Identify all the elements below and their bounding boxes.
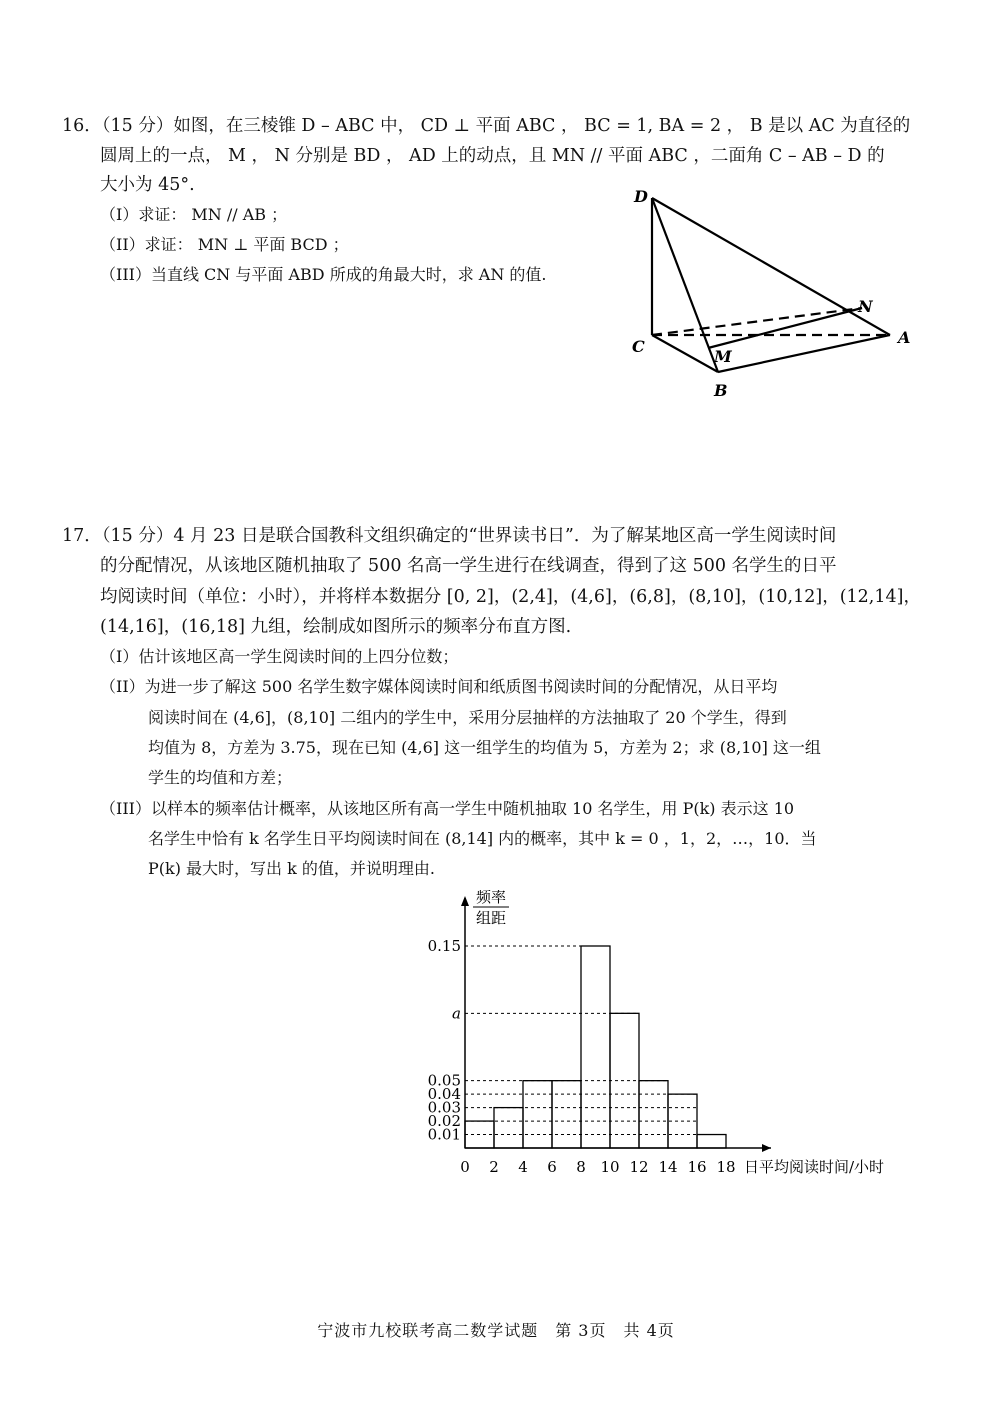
x-tick-label: 4 <box>518 1158 528 1176</box>
y-label-numerator: 频率 <box>475 890 507 906</box>
q17-part-1: （I）估计该地区高一学生阅读时间的上四分位数； <box>100 647 459 666</box>
histogram-bar <box>639 1081 668 1148</box>
q16-part-2: （II）求证： MN ⊥ 平面 BCD ； <box>100 235 349 254</box>
q16-line-2: 圆周上的一点， M ， N 分别是 BD ， AD 上的动点，且 MN // 平面 ABC ，二面角 C – AB – D 的 <box>100 146 885 166</box>
histogram-bar <box>697 1135 726 1148</box>
q17-line-3: 均阅读时间（单位：小时），并将样本数据分 [0, 2]，(2,4]，(4,6]，(6,8]，(8,10]，(10,12]，(12,14]， <box>100 587 921 607</box>
q17-line-1: 17．（15 分）4 月 23 日是联合国教科文组织确定的“世界读书日”．为了解某地区高一学生阅读时间 <box>62 526 837 546</box>
x-tick-label: 2 <box>489 1158 499 1176</box>
x-tick-label: 12 <box>629 1158 649 1176</box>
y-tick-label: 0.01 <box>427 1125 461 1144</box>
x-tick-label: 14 <box>658 1158 678 1176</box>
histogram-bar <box>552 1081 581 1148</box>
q16-line-3: 大小为 45°. <box>100 175 195 195</box>
q17-part-3-line-1: （III）以样本的频率估计概率，从该地区所有高一学生中随机抽取 10 名学生，用 P(k) 表示这 10 <box>100 799 795 818</box>
y-tick-label: a <box>452 1004 461 1023</box>
q17-part-2-line-2: 阅读时间在 (4,6]，(8,10] 二组内的学生中，采用分层抽样的方法抽取了 20 个学生，得到 <box>148 708 787 727</box>
x-tick-label: 16 <box>687 1158 707 1176</box>
x-axis-label: 日平均阅读时间/小时 <box>744 1158 885 1176</box>
q17-line-4: (14,16]，(16,18] 九组，绘制成如图所示的频率分布直方图. <box>100 617 572 637</box>
y-label-denominator: 组距 <box>475 909 507 927</box>
histogram-bar <box>523 1081 552 1148</box>
y-tick-label: 0.15 <box>427 937 461 955</box>
y-tick-label: 0.05 <box>427 1071 461 1090</box>
q16-part-3: （III）当直线 CN 与平面 ABD 所成的角最大时，求 AN 的值. <box>100 265 547 284</box>
pyramid-figure <box>620 180 920 410</box>
x-tick-label: 8 <box>576 1158 586 1176</box>
y-axis-arrow <box>461 896 469 906</box>
y-tick-label: 0.02 <box>427 1112 461 1131</box>
x-tick-label: 18 <box>716 1158 736 1176</box>
q17-part-2-line-4: 学生的均值和方差； <box>148 768 293 787</box>
x-axis-arrow <box>762 1144 771 1152</box>
q17-part-3-line-3: P(k) 最大时，写出 k 的值，并说明理由. <box>148 859 435 878</box>
x-tick-label: 10 <box>600 1158 620 1176</box>
frequency-histogram <box>400 890 940 1180</box>
vertex-label-m: M <box>714 347 732 366</box>
histogram-bar <box>494 1108 523 1148</box>
vertex-label-b: B <box>714 381 728 400</box>
q17-part-3-line-2: 名学生中恰有 k 名学生日平均阅读时间在 (8,14] 内的概率，其中 k = 0 ，1，2，…，10．当 <box>148 829 817 848</box>
page-footer: 宁波市九校联考高二数学试题 第 3页 共 4页 <box>317 1321 675 1340</box>
histogram-bar <box>581 946 610 1148</box>
y-tick-label: 0.03 <box>427 1098 461 1117</box>
q17-line-2: 的分配情况，从该地区随机抽取了 500 名高一学生进行在线调查，得到了这 500 名学生的日平 <box>100 556 837 576</box>
q17-part-2-line-1: （II）为进一步了解这 500 名学生数字媒体阅读时间和纸质图书阅读时间的分配情况，从日平均 <box>100 677 778 696</box>
x-tick-label: 6 <box>547 1158 557 1176</box>
vertex-label-c: C <box>632 337 645 356</box>
y-tick-label: 0.04 <box>427 1085 461 1104</box>
x-tick-label: 0 <box>460 1158 470 1176</box>
vertex-label-a: A <box>898 328 911 347</box>
q16-part-1: （I）求证： MN // AB ； <box>100 205 288 224</box>
q17-part-2-line-3: 均值为 8，方差为 3.75，现在已知 (4,6] 这一组学生的均值为 5，方差为 2；求 (8,10] 这一组 <box>148 738 821 757</box>
q16-line-1: 16．（15 分）如图，在三棱锥 D – ABC 中， CD ⊥ 平面 ABC ， BC = 1, BA = 2 ， B 是以 AC 为直径的 <box>62 116 911 136</box>
vertex-label-n: N <box>858 297 873 316</box>
vertex-label-d: D <box>634 187 648 206</box>
